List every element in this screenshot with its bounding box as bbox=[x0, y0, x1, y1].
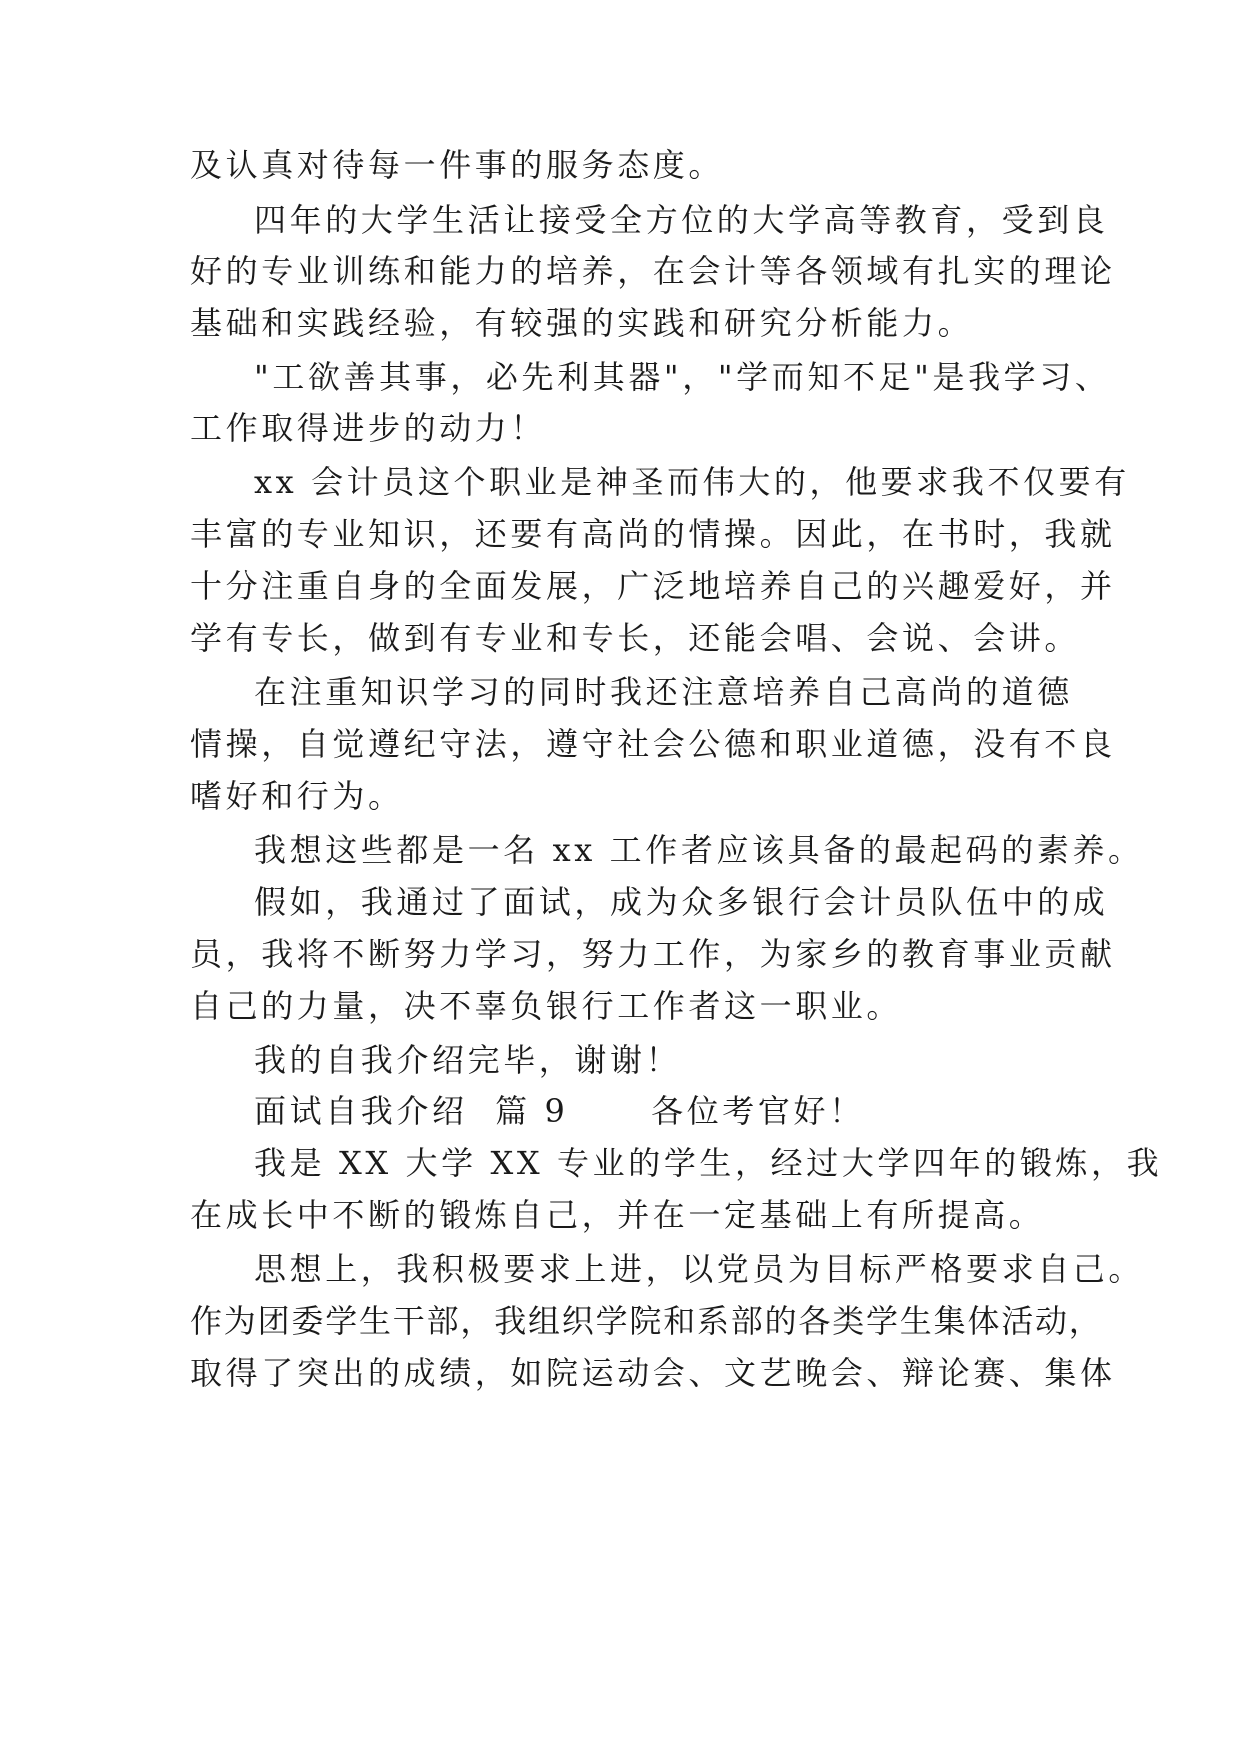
text-line: 我是 XX 大学 XX 专业的学生，经过大学四年的锻炼，我 bbox=[254, 1144, 1163, 1182]
text-line: 员，我将不断努力学习，努力工作，为家乡的教育事业贡献 bbox=[190, 935, 1116, 973]
text-line: 四年的大学生活让接受全方位的大学高等教育，受到良 bbox=[254, 201, 1109, 239]
text-line: 及认真对待每一件事的服务态度。 bbox=[190, 146, 725, 184]
text-line: 嗜好和行为。 bbox=[190, 777, 404, 815]
text-line: 情操，自觉遵纪守法，遵守社会公德和职业道德，没有不良 bbox=[190, 725, 1116, 763]
text-line: 假如，我通过了面试，成为众多银行会计员队伍中的成 bbox=[254, 883, 1109, 921]
text-line: 自己的力量，决不辜负银行工作者这一职业。 bbox=[190, 987, 903, 1025]
section-heading: 面试自我介绍 篇 9 各位考官好！ bbox=[254, 1092, 865, 1130]
text-line: 取得了突出的成绩，如院运动会、文艺晚会、辩论赛、集体 bbox=[190, 1354, 1116, 1392]
text-line: 丰富的专业知识，还要有高尚的情操。因此，在书时，我就 bbox=[190, 515, 1116, 553]
text-line: 思想上，我积极要求上进，以党员为目标严格要求自己。 bbox=[254, 1250, 1145, 1288]
text-line: 十分注重自身的全面发展，广泛地培养自己的兴趣爱好，并 bbox=[190, 567, 1116, 605]
text-line: 基础和实践经验，有较强的实践和研究分析能力。 bbox=[190, 304, 974, 342]
text-line: "工欲善其事，必先利其器"，"学而知不足"是我学习、 bbox=[254, 358, 1111, 396]
text-line: 作为团委学生干部，我组织学院和系部的各类学生集体活动， bbox=[190, 1302, 1103, 1340]
text-line: 在成长中不断的锻炼自己，并在一定基础上有所提高。 bbox=[190, 1196, 1045, 1234]
text-line: 我想这些都是一名 xx 工作者应该具备的最起码的素养。 bbox=[254, 831, 1144, 869]
text-line: 好的专业训练和能力的培养，在会计等各领域有扎实的理论 bbox=[190, 252, 1116, 290]
text-line: xx 会计员这个职业是神圣而伟大的，他要求我不仅要有 bbox=[254, 463, 1130, 501]
text-line: 工作取得进步的动力！ bbox=[190, 409, 547, 447]
text-line: 学有专长，做到有专业和专长，还能会唱、会说、会讲。 bbox=[190, 619, 1081, 657]
text-line: 我的自我介绍完毕，谢谢！ bbox=[254, 1041, 682, 1079]
text-line: 在注重知识学习的同时我还注意培养自己高尚的道德 bbox=[254, 673, 1073, 711]
